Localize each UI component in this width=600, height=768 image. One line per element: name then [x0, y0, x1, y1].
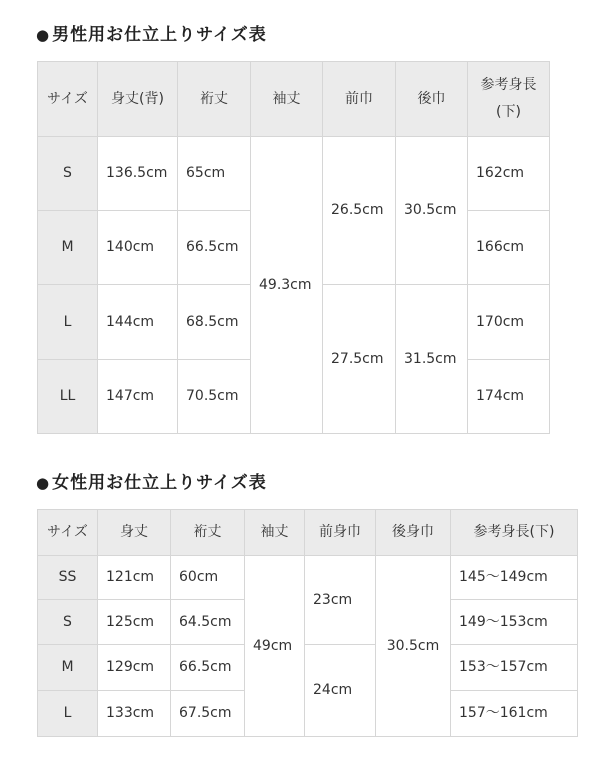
size-cell: S: [38, 600, 98, 645]
header-yuki: 裄丈: [178, 62, 251, 137]
header-length: 身丈(背): [98, 62, 178, 137]
size-cell: L: [38, 691, 98, 737]
yuki-cell: 64.5cm: [171, 600, 245, 645]
maemihaba-cell: 23cm: [305, 556, 376, 645]
header-ushirohaba: 後巾: [396, 62, 468, 137]
bullet-icon: ●: [36, 474, 51, 492]
size-cell: L: [38, 285, 98, 360]
men-section-title: [36, 20, 267, 45]
length-cell: 140cm: [98, 211, 178, 285]
yuki-cell: 68.5cm: [178, 285, 251, 360]
bullet-icon: ●: [36, 26, 51, 44]
height-cell: 153～157cm: [451, 645, 578, 691]
yuki-cell: 66.5cm: [178, 211, 251, 285]
height-cell: 157～161cm: [451, 691, 578, 737]
size-cell: SS: [38, 556, 98, 600]
men-size-table: [37, 61, 550, 434]
women-header-row: [38, 510, 578, 556]
yuki-cell: 60cm: [171, 556, 245, 600]
height-cell: 149～153cm: [451, 600, 578, 645]
header-ushiromihaba: 後身巾: [376, 510, 451, 556]
height-cell: 170cm: [468, 285, 550, 360]
yuki-cell: 67.5cm: [171, 691, 245, 737]
header-maehaba: 前巾: [323, 62, 396, 137]
maehaba-cell: 27.5cm: [323, 285, 396, 434]
ushiromihaba-cell: 30.5cm: [376, 556, 451, 737]
length-cell: 125cm: [98, 600, 171, 645]
length-cell: 129cm: [98, 645, 171, 691]
header-length: 身丈: [98, 510, 171, 556]
size-cell: S: [38, 137, 98, 211]
header-size: サイズ: [38, 510, 98, 556]
length-cell: 121cm: [98, 556, 171, 600]
header-yuki: 裄丈: [171, 510, 245, 556]
table-row: [38, 645, 578, 691]
height-cell: 174cm: [468, 360, 550, 434]
sode-cell: 49.3cm: [251, 137, 323, 434]
men-header-row: [38, 62, 550, 137]
length-cell: 144cm: [98, 285, 178, 360]
yuki-cell: 65cm: [178, 137, 251, 211]
length-cell: 136.5cm: [98, 137, 178, 211]
header-sode: 袖丈: [245, 510, 305, 556]
height-cell: 145～149cm: [451, 556, 578, 600]
women-size-table: [37, 509, 578, 737]
yuki-cell: 66.5cm: [171, 645, 245, 691]
maemihaba-cell: 24cm: [305, 645, 376, 737]
women-title-text: 女性用お仕立上りサイズ表: [52, 473, 267, 493]
header-height: 参考身長(下): [451, 510, 578, 556]
ushirohaba-cell: 30.5cm: [396, 137, 468, 285]
maehaba-cell: 26.5cm: [323, 137, 396, 285]
length-cell: 133cm: [98, 691, 171, 737]
women-section-title: [36, 468, 267, 493]
header-maemihaba: 前身巾: [305, 510, 376, 556]
yuki-cell: 70.5cm: [178, 360, 251, 434]
sode-cell: 49cm: [245, 556, 305, 737]
size-cell: M: [38, 211, 98, 285]
size-cell: LL: [38, 360, 98, 434]
ushirohaba-cell: 31.5cm: [396, 285, 468, 434]
height-cell: 166cm: [468, 211, 550, 285]
table-row: [38, 137, 550, 211]
header-height: 参考身長(下): [468, 62, 550, 137]
length-cell: 147cm: [98, 360, 178, 434]
table-row: [38, 556, 578, 600]
size-cell: M: [38, 645, 98, 691]
men-title-text: 男性用お仕立上りサイズ表: [52, 25, 267, 45]
header-sode: 袖丈: [251, 62, 323, 137]
header-size: サイズ: [38, 62, 98, 137]
height-cell: 162cm: [468, 137, 550, 211]
